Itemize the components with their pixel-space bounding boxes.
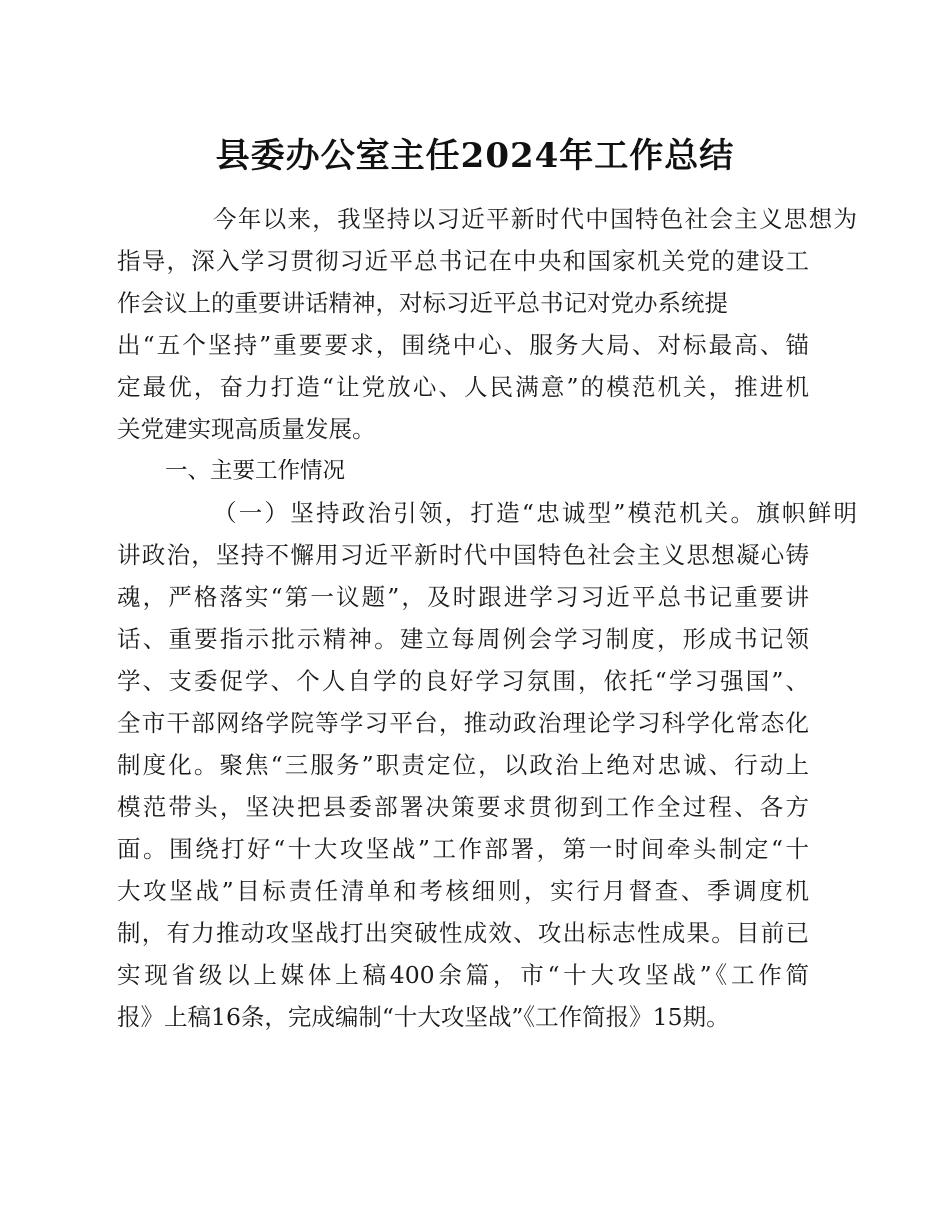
document-title: 县委办公室主任2024年工作总结 bbox=[215, 136, 735, 176]
section1-line: 模范带头，坚决把县委部署决策要求贯彻到工作全过程、各方 bbox=[117, 793, 809, 821]
section1-line: 魂，严格落实“第一议题”，及时跟进学习习近平总书记重要讲 bbox=[117, 583, 809, 611]
intro-line: 定最优，奋力打造“让党放心、人民满意”的模范机关，推进机 bbox=[117, 373, 809, 401]
section1-line: 话、重要指示批示精神。建立每周例会学习制度，形成书记领 bbox=[117, 625, 809, 653]
intro-line: 今年以来，我坚持以习近平新时代中国特色社会主义思想为 bbox=[213, 205, 857, 233]
section1-line: 报》上稿16条，完成编制“十大攻坚战”《工作简报》15期。 bbox=[117, 1003, 730, 1031]
intro-line: 出“五个坚持”重要要求，围绕中心、服务大局、对标最高、锚 bbox=[117, 331, 809, 359]
section-heading: 一、主要工作情况 bbox=[165, 458, 346, 484]
section1-line: 面。围绕打好“十大攻坚战”工作部署，第一时间牵头制定“十 bbox=[117, 835, 809, 863]
intro-line: 作会议上的重要讲话精神，对标习近平总书记对党办系统提 bbox=[117, 289, 728, 317]
section1-line: （一）坚持政治引领，打造“忠诚型”模范机关。旗帜鲜明 bbox=[213, 499, 857, 527]
section1-line: 学、支委促学、个人自学的良好学习氛围，依托“学习强国”、 bbox=[117, 667, 809, 695]
section1-line: 全市干部网络学院等学习平台，推动政治理论学习科学化常态化 bbox=[117, 709, 809, 737]
section1-line: 制，有力推动攻坚战打出突破性成效、攻出标志性成果。目前已 bbox=[117, 919, 809, 947]
section1-line: 大攻坚战”目标责任清单和考核细则，实行月督查、季调度机 bbox=[117, 877, 809, 905]
section1-line: 制度化。聚焦“三服务”职责定位，以政治上绝对忠诚、行动上 bbox=[117, 751, 809, 779]
intro-line: 关党建实现高质量发展。 bbox=[117, 415, 376, 443]
section1-line: 讲政治，坚持不懈用习近平新时代中国特色社会主义思想凝心铸 bbox=[117, 541, 809, 569]
section1-line: 实现省级以上媒体上稿400余篇，市“十大攻坚战”《工作简 bbox=[117, 961, 809, 989]
intro-line: 指导，深入学习贯彻习近平总书记在中央和国家机关党的建设工 bbox=[117, 247, 809, 275]
document-body bbox=[117, 198, 857, 1038]
